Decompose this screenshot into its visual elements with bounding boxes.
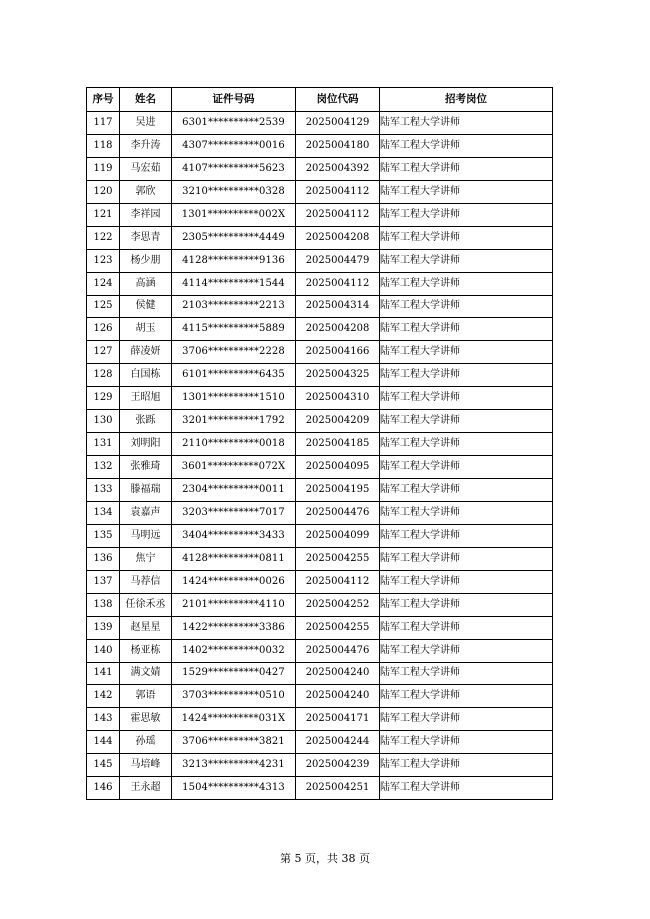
- cell-name: 郭欣: [120, 180, 172, 203]
- cell-id: 2304**********0011: [172, 479, 296, 502]
- cell-post: 陆军工程大学讲师: [380, 341, 553, 364]
- cell-id: 3706**********3821: [172, 731, 296, 754]
- cell-name: 李升涛: [120, 134, 172, 157]
- table-row: [87, 708, 553, 731]
- cell-post: 陆军工程大学讲师: [380, 616, 553, 639]
- cell-code: 2025004208: [296, 226, 380, 249]
- cell-no: 122: [87, 226, 120, 249]
- cell-code: 2025004208: [296, 318, 380, 341]
- cell-post: 陆军工程大学讲师: [380, 731, 553, 754]
- cell-code: 2025004392: [296, 157, 380, 180]
- cell-no: 128: [87, 364, 120, 387]
- cell-id: 3703**********0510: [172, 685, 296, 708]
- cell-no: 136: [87, 547, 120, 570]
- roster-table: [86, 87, 553, 800]
- cell-post: 陆军工程大学讲师: [380, 203, 553, 226]
- table-row: [87, 685, 553, 708]
- header-name: 姓名: [120, 88, 172, 112]
- table-row: [87, 456, 553, 479]
- cell-no: 143: [87, 708, 120, 731]
- cell-post: 陆军工程大学讲师: [380, 180, 553, 203]
- cell-post: 陆军工程大学讲师: [380, 639, 553, 662]
- cell-no: 119: [87, 157, 120, 180]
- cell-post: 陆军工程大学讲师: [380, 570, 553, 593]
- cell-id: 4307**********0016: [172, 134, 296, 157]
- cell-name: 杨亚栋: [120, 639, 172, 662]
- cell-name: 滕福瑞: [120, 479, 172, 502]
- cell-post: 陆军工程大学讲师: [380, 112, 553, 135]
- cell-id: 2103**********2213: [172, 295, 296, 318]
- cell-id: 1529**********0427: [172, 662, 296, 685]
- cell-no: 117: [87, 112, 120, 135]
- cell-code: 2025004112: [296, 570, 380, 593]
- cell-no: 129: [87, 387, 120, 410]
- cell-code: 2025004099: [296, 524, 380, 547]
- cell-post: 陆军工程大学讲师: [380, 134, 553, 157]
- table-row: [87, 501, 553, 524]
- table-row: [87, 479, 553, 502]
- cell-post: 陆军工程大学讲师: [380, 410, 553, 433]
- table-row: [87, 570, 553, 593]
- table-row: [87, 249, 553, 272]
- cell-code: 2025004476: [296, 639, 380, 662]
- table-row: [87, 524, 553, 547]
- cell-id: 2305**********4449: [172, 226, 296, 249]
- cell-id: 1301**********002X: [172, 203, 296, 226]
- table-row: [87, 662, 553, 685]
- cell-code: 2025004095: [296, 456, 380, 479]
- cell-id: 1402**********0032: [172, 639, 296, 662]
- cell-code: 2025004255: [296, 547, 380, 570]
- cell-post: 陆军工程大学讲师: [380, 295, 553, 318]
- cell-code: 2025004185: [296, 433, 380, 456]
- cell-name: 郭语: [120, 685, 172, 708]
- cell-code: 2025004166: [296, 341, 380, 364]
- table-row: [87, 616, 553, 639]
- cell-code: 2025004479: [296, 249, 380, 272]
- cell-name: 张雅琦: [120, 456, 172, 479]
- cell-name: 白国栋: [120, 364, 172, 387]
- cell-id: 6301**********2539: [172, 112, 296, 135]
- table-row: [87, 547, 553, 570]
- header-code: 岗位代码: [296, 88, 380, 112]
- cell-id: 1504**********4313: [172, 777, 296, 800]
- cell-id: 2101**********4110: [172, 593, 296, 616]
- cell-no: 144: [87, 731, 120, 754]
- cell-code: 2025004240: [296, 662, 380, 685]
- cell-code: 2025004209: [296, 410, 380, 433]
- cell-post: 陆军工程大学讲师: [380, 777, 553, 800]
- cell-name: 焦宁: [120, 547, 172, 570]
- cell-post: 陆军工程大学讲师: [380, 433, 553, 456]
- cell-code: 2025004252: [296, 593, 380, 616]
- cell-post: 陆军工程大学讲师: [380, 387, 553, 410]
- cell-post: 陆军工程大学讲师: [380, 662, 553, 685]
- table-row: [87, 272, 553, 295]
- cell-post: 陆军工程大学讲师: [380, 249, 553, 272]
- cell-name: 刘明阳: [120, 433, 172, 456]
- cell-id: 1424**********0026: [172, 570, 296, 593]
- cell-name: 赵星星: [120, 616, 172, 639]
- cell-post: 陆军工程大学讲师: [380, 479, 553, 502]
- cell-name: 李思青: [120, 226, 172, 249]
- cell-code: 2025004129: [296, 112, 380, 135]
- cell-post: 陆军工程大学讲师: [380, 501, 553, 524]
- cell-no: 140: [87, 639, 120, 662]
- cell-no: 131: [87, 433, 120, 456]
- cell-no: 146: [87, 777, 120, 800]
- cell-post: 陆军工程大学讲师: [380, 157, 553, 180]
- cell-code: 2025004325: [296, 364, 380, 387]
- table-row: [87, 731, 553, 754]
- cell-no: 121: [87, 203, 120, 226]
- cell-id: 1422**********3386: [172, 616, 296, 639]
- cell-id: 3404**********3433: [172, 524, 296, 547]
- cell-code: 2025004251: [296, 777, 380, 800]
- cell-no: 142: [87, 685, 120, 708]
- cell-code: 2025004239: [296, 754, 380, 777]
- cell-name: 胡玉: [120, 318, 172, 341]
- cell-name: 马培峰: [120, 754, 172, 777]
- header-id: 证件号码: [172, 88, 296, 112]
- cell-name: 袁嘉声: [120, 501, 172, 524]
- cell-id: 6101**********6435: [172, 364, 296, 387]
- cell-name: 李祥园: [120, 203, 172, 226]
- cell-no: 141: [87, 662, 120, 685]
- table-row: [87, 134, 553, 157]
- cell-id: 3706**********2228: [172, 341, 296, 364]
- cell-id: 3601**********072X: [172, 456, 296, 479]
- cell-post: 陆军工程大学讲师: [380, 754, 553, 777]
- table-row: [87, 180, 553, 203]
- cell-no: 133: [87, 479, 120, 502]
- cell-no: 120: [87, 180, 120, 203]
- cell-no: 124: [87, 272, 120, 295]
- cell-id: 4128**********9136: [172, 249, 296, 272]
- cell-post: 陆军工程大学讲师: [380, 364, 553, 387]
- table-body: [87, 112, 553, 800]
- header-post: 招考岗位: [380, 88, 553, 112]
- cell-id: 3213**********4231: [172, 754, 296, 777]
- cell-post: 陆军工程大学讲师: [380, 318, 553, 341]
- cell-name: 王永超: [120, 777, 172, 800]
- cell-post: 陆军工程大学讲师: [380, 547, 553, 570]
- cell-id: 2110**********0018: [172, 433, 296, 456]
- cell-name: 侯健: [120, 295, 172, 318]
- cell-post: 陆军工程大学讲师: [380, 708, 553, 731]
- cell-name: 马明远: [120, 524, 172, 547]
- cell-name: 任徐禾丞: [120, 593, 172, 616]
- table-row: [87, 593, 553, 616]
- cell-name: 杨少朋: [120, 249, 172, 272]
- cell-code: 2025004195: [296, 479, 380, 502]
- cell-no: 126: [87, 318, 120, 341]
- table-row: [87, 341, 553, 364]
- table-row: [87, 754, 553, 777]
- cell-name: 张跞: [120, 410, 172, 433]
- cell-code: 2025004310: [296, 387, 380, 410]
- cell-id: 3201**********1792: [172, 410, 296, 433]
- cell-id: 1301**********1510: [172, 387, 296, 410]
- table-row: [87, 318, 553, 341]
- cell-name: 霍思敏: [120, 708, 172, 731]
- cell-id: 4128**********0811: [172, 547, 296, 570]
- table-row: [87, 112, 553, 135]
- table-row: [87, 203, 553, 226]
- table-row: [87, 433, 553, 456]
- table-row: [87, 387, 553, 410]
- table-row: [87, 295, 553, 318]
- table-row: [87, 410, 553, 433]
- page-footer: 第 5 页，共 38 页: [280, 852, 370, 865]
- cell-code: 2025004244: [296, 731, 380, 754]
- cell-code: 2025004171: [296, 708, 380, 731]
- cell-no: 145: [87, 754, 120, 777]
- cell-no: 134: [87, 501, 120, 524]
- cell-post: 陆军工程大学讲师: [380, 456, 553, 479]
- cell-id: 1424**********031X: [172, 708, 296, 731]
- cell-name: 薛凌妍: [120, 341, 172, 364]
- cell-post: 陆军工程大学讲师: [380, 226, 553, 249]
- cell-code: 2025004112: [296, 272, 380, 295]
- cell-name: 马宏茹: [120, 157, 172, 180]
- cell-no: 138: [87, 593, 120, 616]
- cell-id: 4107**********5623: [172, 157, 296, 180]
- cell-name: 满文婧: [120, 662, 172, 685]
- cell-id: 3210**********0328: [172, 180, 296, 203]
- table-header-row: [87, 88, 553, 112]
- table-row: [87, 157, 553, 180]
- cell-post: 陆军工程大学讲师: [380, 272, 553, 295]
- cell-no: 127: [87, 341, 120, 364]
- cell-code: 2025004476: [296, 501, 380, 524]
- cell-code: 2025004255: [296, 616, 380, 639]
- cell-id: 3203**********7017: [172, 501, 296, 524]
- cell-name: 王昭旭: [120, 387, 172, 410]
- cell-post: 陆军工程大学讲师: [380, 524, 553, 547]
- cell-post: 陆军工程大学讲师: [380, 593, 553, 616]
- cell-code: 2025004314: [296, 295, 380, 318]
- table-row: [87, 777, 553, 800]
- cell-no: 135: [87, 524, 120, 547]
- cell-name: 马荐信: [120, 570, 172, 593]
- cell-no: 118: [87, 134, 120, 157]
- cell-name: 孙瑶: [120, 731, 172, 754]
- table-row: [87, 226, 553, 249]
- cell-no: 137: [87, 570, 120, 593]
- cell-post: 陆军工程大学讲师: [380, 685, 553, 708]
- cell-code: 2025004112: [296, 203, 380, 226]
- cell-no: 125: [87, 295, 120, 318]
- cell-code: 2025004180: [296, 134, 380, 157]
- cell-id: 4114**********1544: [172, 272, 296, 295]
- cell-code: 2025004240: [296, 685, 380, 708]
- cell-name: 吴进: [120, 112, 172, 135]
- table-row: [87, 639, 553, 662]
- cell-no: 123: [87, 249, 120, 272]
- header-no: 序号: [87, 88, 120, 112]
- table-row: [87, 364, 553, 387]
- cell-no: 139: [87, 616, 120, 639]
- cell-no: 132: [87, 456, 120, 479]
- cell-name: 高涵: [120, 272, 172, 295]
- cell-code: 2025004112: [296, 180, 380, 203]
- cell-id: 4115**********5889: [172, 318, 296, 341]
- cell-no: 130: [87, 410, 120, 433]
